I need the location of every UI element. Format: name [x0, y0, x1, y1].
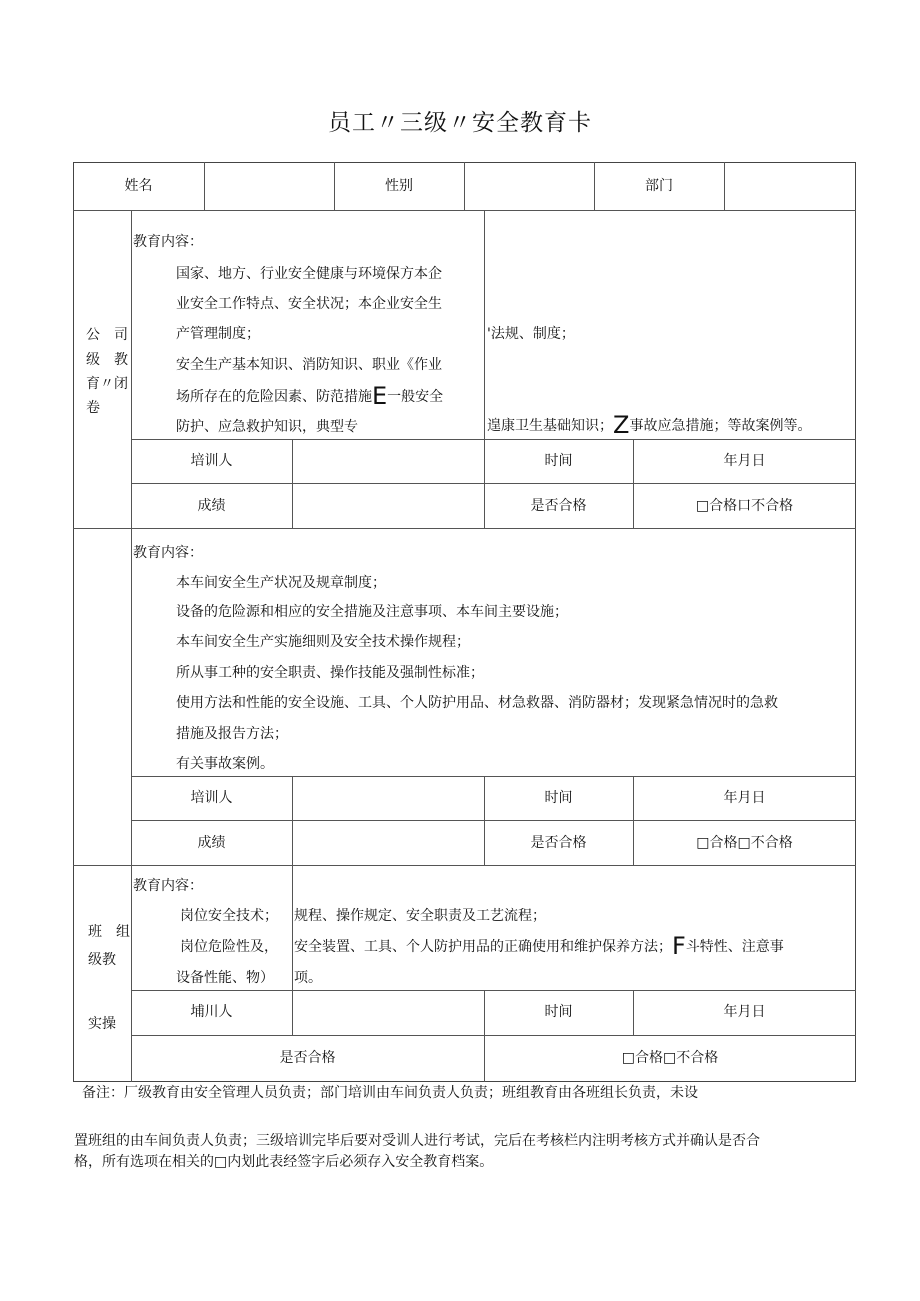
row-divider [131, 990, 856, 991]
time-label: 时间 [544, 1004, 573, 1020]
row-divider [131, 820, 856, 821]
score-field[interactable] [293, 487, 483, 524]
content-line: 设备性能、物） [176, 970, 274, 986]
content-line: 遑康卫生基础知识；Z事故应急措施；等故案例等。 [487, 411, 812, 439]
score-field[interactable] [293, 824, 483, 861]
name-field[interactable] [205, 168, 333, 206]
note-line: 置班组的由车间负责人负责；三级培训完毕后要对受训人进行考试，完后在考核栏内注明考核方式并确认是否合 [74, 1133, 760, 1149]
company-level-label: 公 司 [86, 327, 128, 343]
content-line: 岗位安全技术； [180, 908, 278, 924]
company-level-label: 级 教 [86, 352, 128, 368]
pass-label: 是否合格 [279, 1050, 336, 1066]
content-line: 本车间安全生产状况及规章制度； [176, 575, 386, 591]
pass-checkboxes[interactable]: □合格□不合格 [621, 1050, 719, 1066]
content-line: 有关事故案例。 [176, 756, 274, 772]
pass-checkboxes[interactable]: □合格□不合格 [696, 835, 793, 851]
row-divider [73, 210, 856, 211]
trainer-field[interactable] [293, 780, 483, 816]
gender-label: 性别 [385, 178, 413, 194]
content-line: '法规、制度； [487, 326, 575, 342]
note-line: 备注：厂级教育由安全管理人员负责；部门培训由车间负责人负责；班组教育由各班组长负责，未设 [82, 1085, 698, 1101]
row-divider [131, 483, 856, 484]
content-heading: 教育内容： [133, 878, 203, 894]
content-line: 所从事工种的安全职责、操作技能及强制性标准； [176, 665, 484, 681]
trainer-label: 埔川人 [190, 1004, 233, 1020]
content-line: 措施及报告方法； [176, 726, 288, 742]
dept-field[interactable] [725, 168, 855, 206]
content-line: 岗位危险性及， [180, 939, 278, 955]
trainer-label: 培训人 [190, 453, 233, 469]
content-line: 项。 [294, 970, 322, 986]
gender-field[interactable] [465, 168, 593, 206]
date-value: 年月日 [723, 453, 766, 469]
trainer-field[interactable] [293, 443, 483, 479]
content-line: 防护、应急救护知识，典型专 [176, 419, 358, 435]
row-divider [73, 528, 856, 529]
row-divider [73, 865, 856, 866]
pass-label: 是否合格 [530, 835, 587, 851]
team-level-label: 实操 [88, 1016, 116, 1032]
content-line: 安全生产基本知识、消防知识、职业《作业 [176, 357, 442, 373]
company-level-label: 育〃闭 [86, 376, 128, 392]
note-line: 格，所有选项在相关的□内划此表经签字后必须存入安全教育档案。 [74, 1154, 494, 1170]
time-label: 时间 [544, 453, 573, 469]
score-label: 成绩 [197, 498, 226, 514]
date-value: 年月日 [723, 790, 766, 806]
page-title: 员工〃三级〃安全教育卡 [328, 110, 592, 136]
content-line: 场所存在的危险因素、防范措施E一般安全 [176, 382, 444, 410]
dept-label: 部门 [645, 178, 673, 194]
col-divider [131, 210, 132, 1082]
time-label: 时间 [544, 790, 573, 806]
team-level-label: 班 组 [88, 924, 130, 940]
content-line: 产管理制度； [176, 326, 260, 342]
name-label: 姓名 [124, 178, 153, 194]
content-line: 使用方法和性能的安全设施、工具、个人防护用品、材急救器、消防器材；发现紧急情况时的急救 [176, 695, 778, 711]
trainer-field[interactable] [293, 994, 483, 1031]
content-line: 设备的危险源和相应的安全措施及注意事项、本车间主要设施； [176, 604, 568, 620]
pass-checkboxes[interactable]: □合格口不合格 [695, 498, 794, 514]
content-line: 国家、地方、行业安全健康与环境保方本企 [176, 266, 442, 282]
row-divider [131, 776, 856, 777]
date-value: 年月日 [723, 1004, 766, 1020]
content-heading: 教育内容： [133, 545, 203, 561]
content-heading: 教育内容： [133, 234, 203, 250]
content-line: 安全装置、工具、个人防护用品的正确使用和维护保养方法；F斗特性、注意事 [294, 932, 784, 960]
company-level-label: 卷 [86, 400, 100, 416]
pass-label: 是否合格 [530, 498, 587, 514]
row-divider [131, 439, 856, 440]
row-divider [131, 1035, 856, 1036]
team-level-label: 级教 [88, 952, 116, 968]
content-line: 本车间安全生产实施细则及安全技术操作规程； [176, 634, 470, 650]
col-divider [484, 210, 485, 528]
content-line: 规程、操作规定、安全职责及工艺流程； [294, 908, 546, 924]
trainer-label: 培训人 [190, 790, 233, 806]
content-line: 业安全工作特点、安全状况；本企业安全生 [176, 296, 442, 312]
score-label: 成绩 [197, 835, 226, 851]
